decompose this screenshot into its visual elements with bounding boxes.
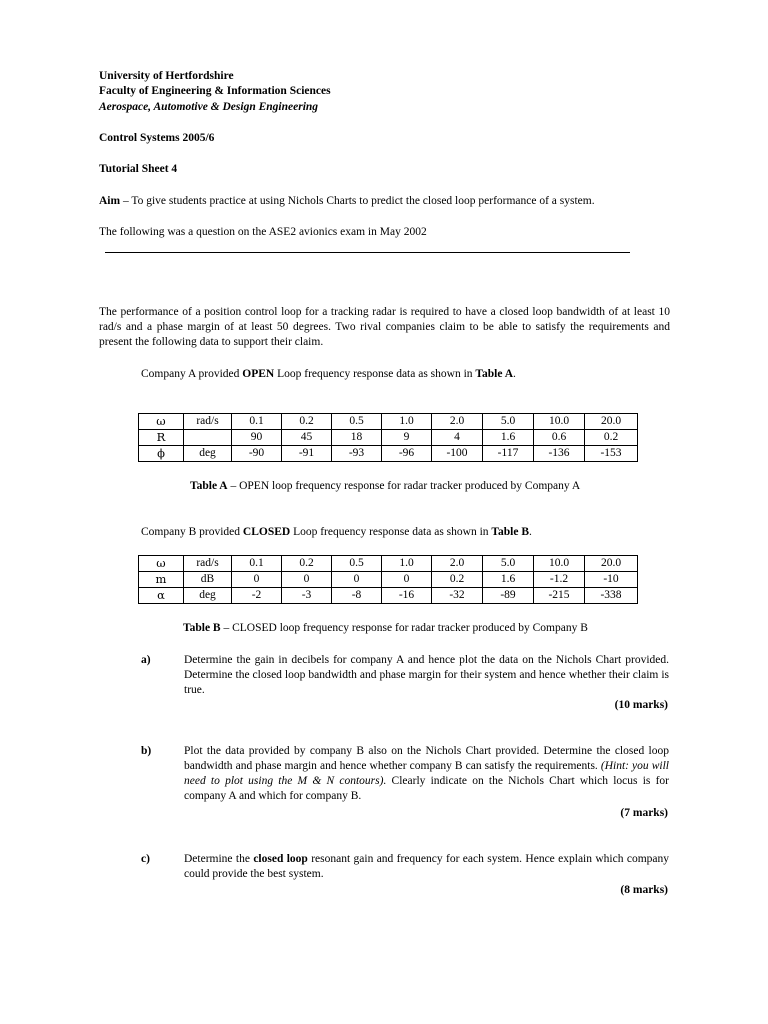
question-b-marks: (7 marks) xyxy=(620,807,668,819)
table-a-value-cell: -91 xyxy=(282,446,332,462)
table-b-value-cell: 0 xyxy=(232,572,282,588)
table-b-value-cell: 0.5 xyxy=(332,556,382,572)
question-b-text-post: Clearly indicate on the Nichols Chart which locus is for company A and which for company B. xyxy=(184,775,669,802)
table-a-value-cell: -153 xyxy=(585,446,638,462)
table-b-value-cell: 0 xyxy=(382,572,432,588)
table-a-value-cell: -100 xyxy=(432,446,483,462)
table-a-row xyxy=(139,430,638,446)
table-b-value-cell: 10.0 xyxy=(534,556,585,572)
table-b-value-cell: -3 xyxy=(282,588,332,604)
table-b-value-cell: 2.0 xyxy=(432,556,483,572)
table-a-value-cell: -90 xyxy=(232,446,282,462)
table-b-value-cell: 1.6 xyxy=(483,572,534,588)
table-a-caption xyxy=(190,479,580,494)
company-b-intro-post: Loop frequency response data as shown in xyxy=(290,526,492,538)
table-a-value-cell: 9 xyxy=(382,430,432,446)
table-b-caption xyxy=(183,621,588,636)
table-b-value-cell: 5.0 xyxy=(483,556,534,572)
question-b-letter: b) xyxy=(141,745,152,757)
table-b-value-cell: 20.0 xyxy=(585,556,638,572)
table-b-value-cell: -215 xyxy=(534,588,585,604)
table-b-symbol-cell: ω xyxy=(139,556,184,572)
table-b-caption-text: – CLOSED loop frequency response for radar tracker produced by Company B xyxy=(220,622,588,634)
table-b-value-cell: -2 xyxy=(232,588,282,604)
table-a-value-cell: 0.2 xyxy=(282,414,332,430)
sheet-title: Tutorial Sheet 4 xyxy=(99,163,178,175)
company-b-intro xyxy=(141,525,532,540)
table-b-value-cell: 0.2 xyxy=(282,556,332,572)
table-a-row xyxy=(139,414,638,430)
table-a-value-cell: -136 xyxy=(534,446,585,462)
question-b-text-pre: Plot the data provided by company B also on the Nichols Chart provided. Determine the closed loop bandwidth and phase margin and hence whether company B can satisfy the requirements. xyxy=(184,745,669,772)
university-name: University of Hertfordshire xyxy=(99,70,234,82)
question-c-text xyxy=(184,852,669,882)
table-b xyxy=(138,555,638,604)
table-b-symbol-cell: α xyxy=(139,588,184,604)
aim-label: Aim xyxy=(99,195,121,207)
company-b-intro-pre: Company B provided xyxy=(141,526,243,538)
table-a-caption-text: – OPEN loop frequency response for radar tracker produced by Company A xyxy=(227,480,581,492)
table-a-value-cell: 0.6 xyxy=(534,430,585,446)
question-a-marks: (10 marks) xyxy=(614,699,668,711)
company-a-intro-pre: Company A provided xyxy=(141,368,243,380)
table-b-value-cell: 1.0 xyxy=(382,556,432,572)
question-c-text-post: resonant gain and frequency for each system. Hence explain which company could provide the best system. xyxy=(184,853,669,880)
table-a-value-cell: -93 xyxy=(332,446,382,462)
question-b-text xyxy=(184,744,669,804)
table-b-value-cell: -1.2 xyxy=(534,572,585,588)
company-a-intro-post: Loop frequency response data as shown in xyxy=(274,368,476,380)
table-a-value-cell: 0.1 xyxy=(232,414,282,430)
question-c-marks: (8 marks) xyxy=(620,884,668,896)
table-a-row xyxy=(139,446,638,462)
question-c-text-bold: closed loop xyxy=(253,853,308,865)
table-a-value-cell: 5.0 xyxy=(483,414,534,430)
table-b-unit-cell: rad/s xyxy=(184,556,232,572)
company-b-intro-table-ref: Table B xyxy=(491,526,530,538)
table-a-value-cell: -117 xyxy=(483,446,534,462)
table-a-symbol-cell: ϕ xyxy=(139,446,184,462)
table-a-value-cell: 18 xyxy=(332,430,382,446)
table-a-unit-cell xyxy=(184,430,232,446)
question-b-hint: (Hint: you will need to plot using the M & N contours). xyxy=(184,760,669,787)
table-a-value-cell: 1.0 xyxy=(382,414,432,430)
table-b-value-cell: -338 xyxy=(585,588,638,604)
table-a-value-cell: 90 xyxy=(232,430,282,446)
problem-statement: The performance of a position control loop for a tracking radar is required to have a closed loop bandwidth of at least 10 rad/s and a phase margin of at least 50 degrees. Two rival companies claim to be able to satisfy the requirements and present the following data to support their claim. xyxy=(99,306,670,348)
intro-note: The following was a question on the ASE2 avionics exam in May 2002 xyxy=(99,226,427,238)
company-a-intro-end: . xyxy=(513,368,516,380)
table-b-value-cell: -16 xyxy=(382,588,432,604)
company-a-intro-bold: OPEN xyxy=(242,368,275,380)
company-a-intro xyxy=(141,367,516,382)
table-a-value-cell: 20.0 xyxy=(585,414,638,430)
table-a-symbol-cell: R xyxy=(139,430,184,446)
table-a-value-cell: 0.5 xyxy=(332,414,382,430)
question-c-text-pre: Determine the xyxy=(184,853,254,865)
table-b-value-cell: -8 xyxy=(332,588,382,604)
table-b-value-cell: -32 xyxy=(432,588,483,604)
faculty-name: Faculty of Engineering & Information Sciences xyxy=(99,85,331,97)
table-b-unit-cell: deg xyxy=(184,588,232,604)
table-a-value-cell: 2.0 xyxy=(432,414,483,430)
table-b-caption-label: Table B xyxy=(183,622,221,634)
aim-text: – To give students practice at using Nichols Charts to predict the closed loop performance of a system. xyxy=(120,195,595,207)
table-b-unit-cell: dB xyxy=(184,572,232,588)
table-a-symbol-cell: ω xyxy=(139,414,184,430)
course-title: Control Systems 2005/6 xyxy=(99,132,215,144)
department-name: Aerospace, Automotive & Design Engineering xyxy=(99,101,319,113)
table-b-row xyxy=(139,588,638,604)
question-c-letter: c) xyxy=(141,853,150,865)
table-a-caption-label: Table A xyxy=(190,480,228,492)
table-b-value-cell: 0 xyxy=(332,572,382,588)
table-a xyxy=(138,413,638,462)
question-a-text: Determine the gain in decibels for company A and hence plot the data on the Nichols Chart provided. Determine the closed loop bandwidth and phase margin for their system and hence whether their claim is true. xyxy=(184,654,669,696)
table-a-value-cell: -96 xyxy=(382,446,432,462)
divider-line xyxy=(105,252,630,253)
table-b-value-cell: 0.1 xyxy=(232,556,282,572)
table-a-value-cell: 0.2 xyxy=(585,430,638,446)
table-b-value-cell: -10 xyxy=(585,572,638,588)
table-a-value-cell: 1.6 xyxy=(483,430,534,446)
table-b-symbol-cell: m xyxy=(139,572,184,588)
table-a-value-cell: 45 xyxy=(282,430,332,446)
table-a-unit-cell: deg xyxy=(184,446,232,462)
company-b-intro-bold: CLOSED xyxy=(242,526,291,538)
table-a-unit-cell: rad/s xyxy=(184,414,232,430)
table-b-value-cell: 0 xyxy=(282,572,332,588)
question-a-letter: a) xyxy=(141,654,151,666)
table-a-value-cell: 10.0 xyxy=(534,414,585,430)
aim-statement xyxy=(99,194,595,209)
table-b-value-cell: -89 xyxy=(483,588,534,604)
table-a-value-cell: 4 xyxy=(432,430,483,446)
company-a-intro-table-ref: Table A xyxy=(475,368,514,380)
table-b-row xyxy=(139,572,638,588)
table-b-row xyxy=(139,556,638,572)
company-b-intro-end: . xyxy=(529,526,532,538)
table-b-value-cell: 0.2 xyxy=(432,572,483,588)
